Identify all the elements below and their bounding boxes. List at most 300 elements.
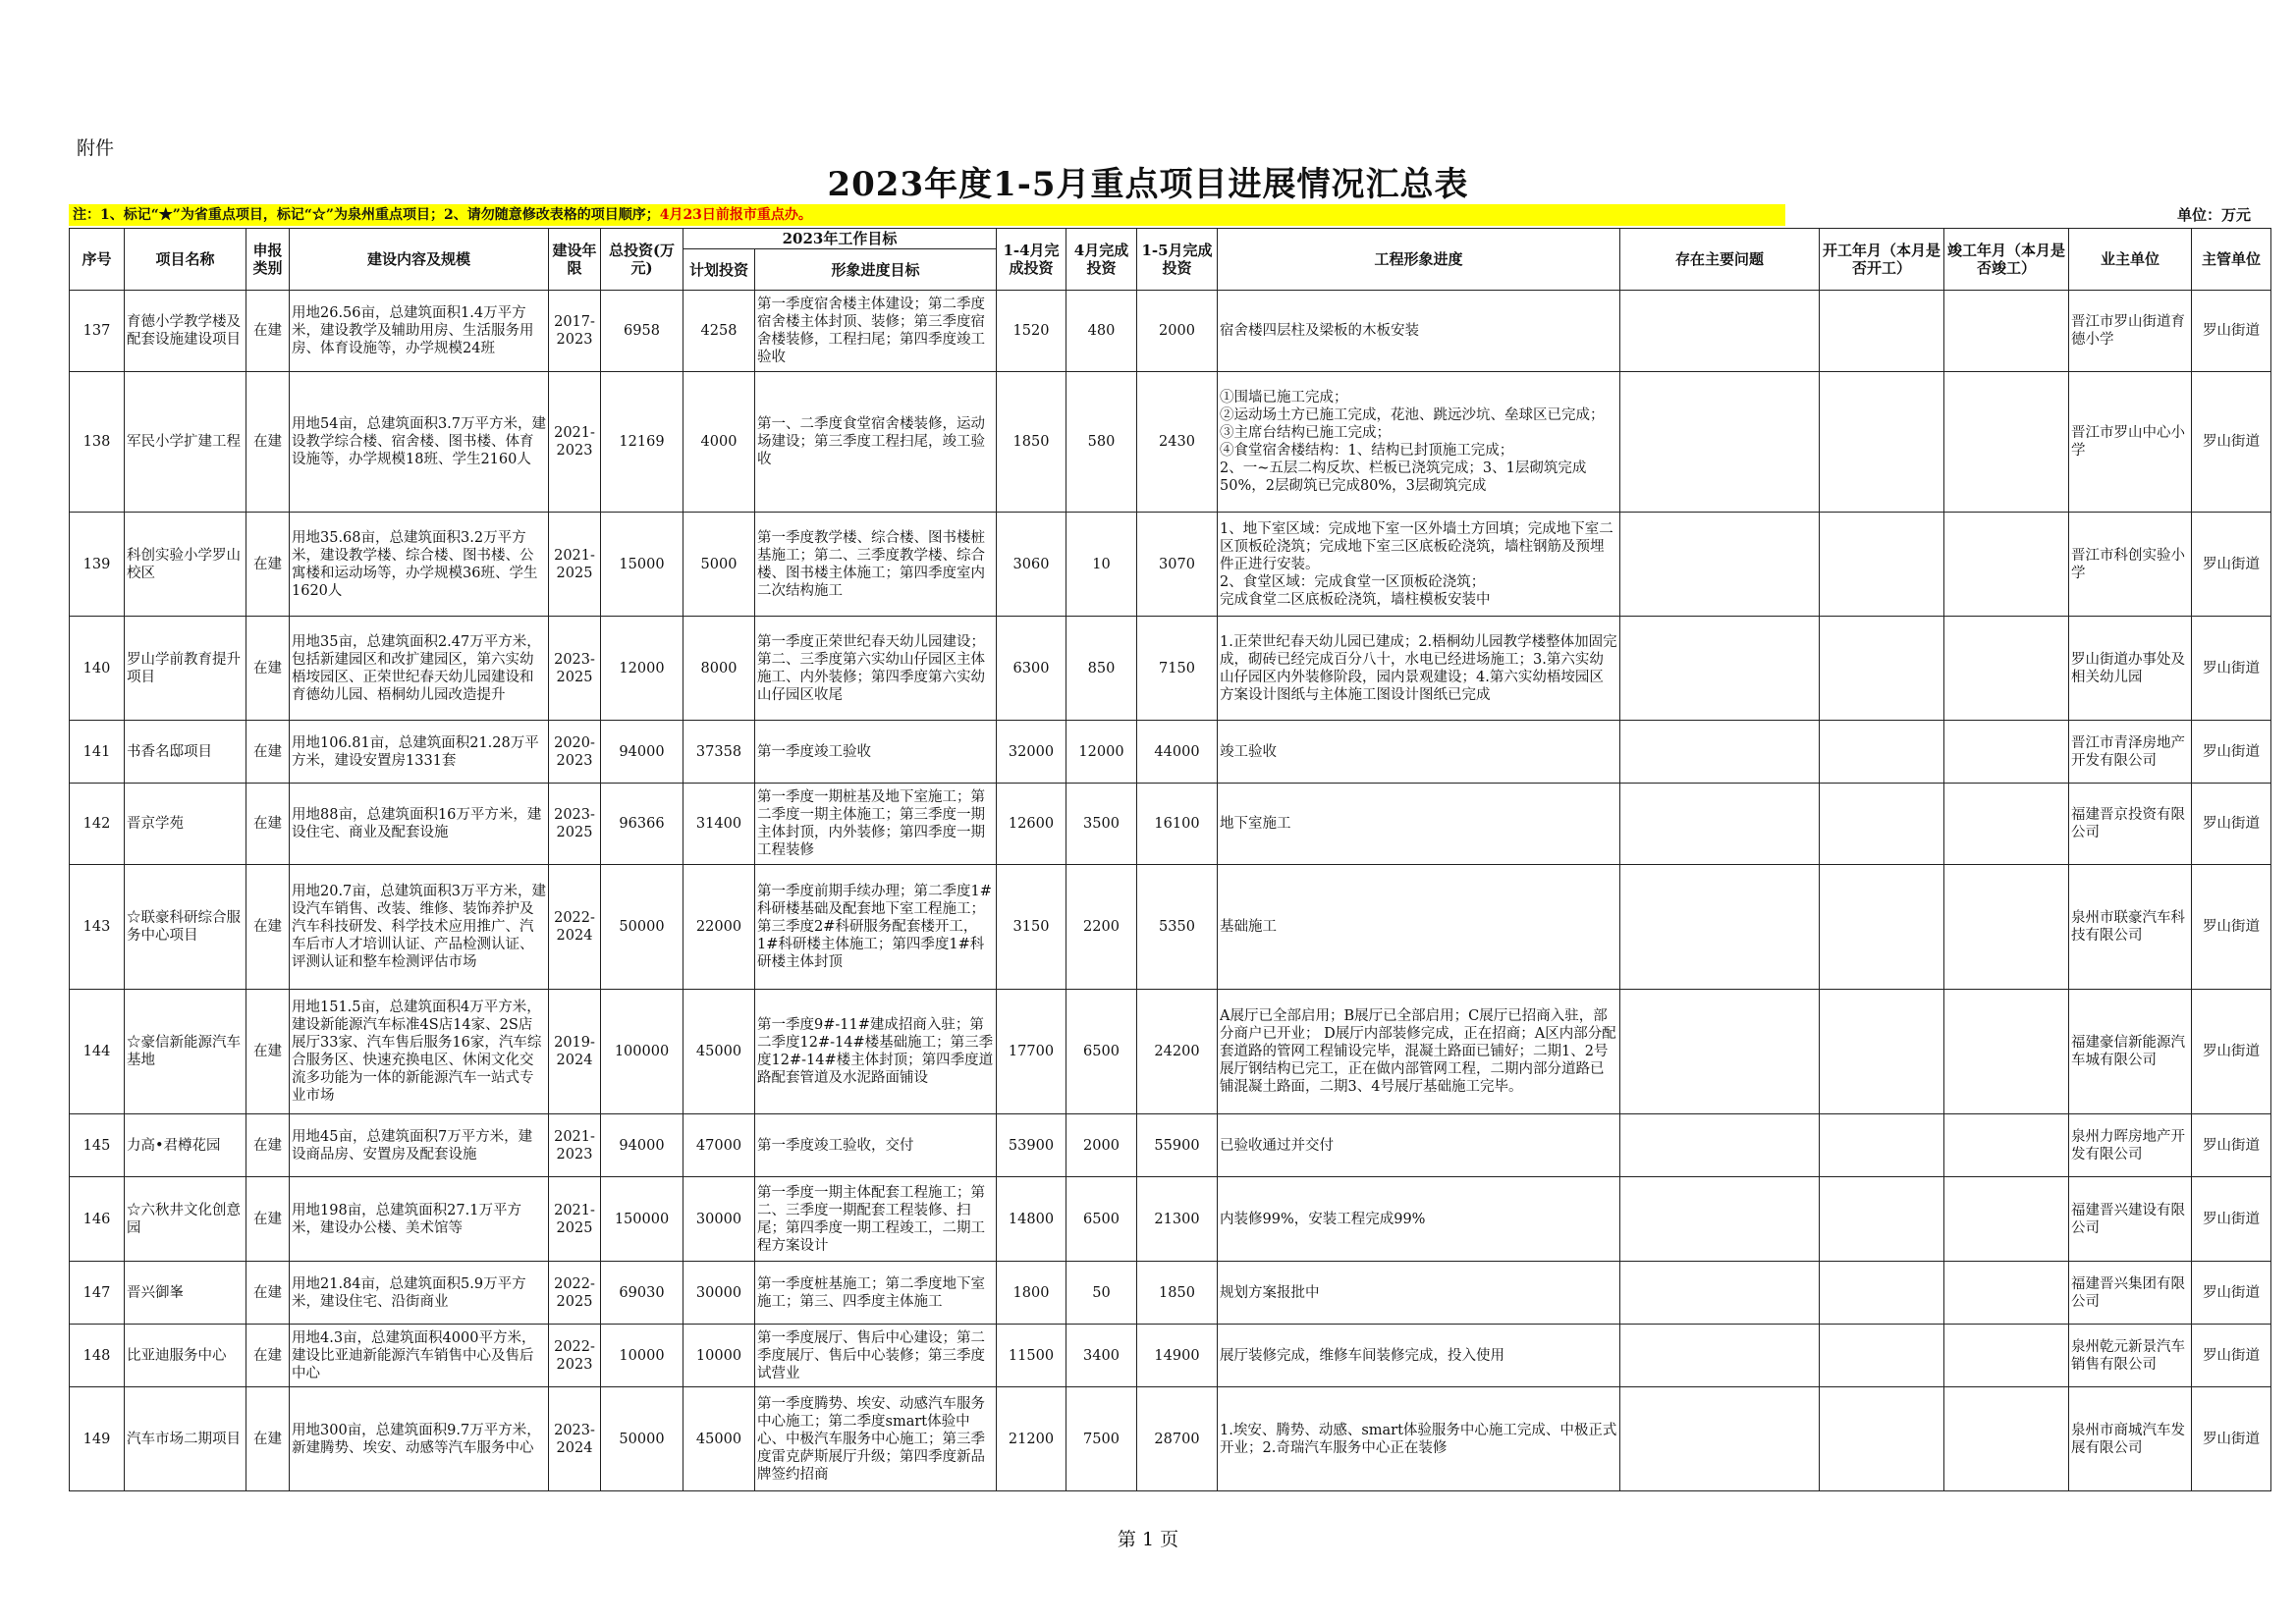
cell-text-dept: 罗山街道 [2203, 1347, 2260, 1364]
cell-text-seq: 144 [82, 1044, 111, 1059]
cell-finish [1944, 1387, 2069, 1491]
cell-finish [1944, 990, 2069, 1114]
cell-done4 [1066, 617, 1137, 721]
cell-finish [1944, 784, 2069, 865]
cell-text-type: 在建 [253, 1137, 282, 1154]
cell-period [549, 1177, 601, 1262]
cell-text-type: 在建 [253, 743, 282, 760]
cell-done15 [1137, 784, 1218, 865]
cell-text-name: 汽车市场二期项目 [127, 1431, 241, 1447]
cell-name [125, 1387, 246, 1491]
cell-dept [2192, 1325, 2271, 1387]
cell-text-total: 12000 [619, 660, 665, 676]
cell-owner [2069, 1262, 2192, 1325]
cell-text-done15: 44000 [1154, 743, 1200, 760]
cell-type [246, 617, 290, 721]
header-done-1-5: 1-5月完成投资 [1137, 229, 1218, 291]
cell-issues [1620, 1387, 1820, 1491]
cell-text-total: 94000 [619, 743, 665, 760]
cell-text-period: 2023-2025 [554, 807, 595, 840]
cell-text-seq: 142 [82, 816, 111, 832]
page-title: 2023年度1-5月重点项目进展情况汇总表 [827, 165, 1469, 204]
cell-progress [1218, 784, 1620, 865]
cell-done14 [997, 1114, 1066, 1177]
cell-text-owner: 罗山街道办事处及相关幼儿园 [2071, 651, 2185, 685]
cell-scale [290, 372, 549, 513]
cell-text-plan: 45000 [695, 1431, 742, 1447]
cell-text-owner: 泉州市联豪汽车科技有限公司 [2071, 910, 2185, 944]
cell-scale [290, 513, 549, 617]
cell-dept [2192, 784, 2271, 865]
cell-text-goal: 第一季度正荣世纪春天幼儿园建设；第二、三季度第六实幼山仔园区主体施工、内外装修；第四季度第六实幼山仔园区收尾 [757, 633, 985, 703]
attachment-label: 附件 [77, 137, 115, 159]
cell-text-name: ☆六秋井文化创意园 [127, 1202, 241, 1236]
cell-start [1820, 1262, 1944, 1325]
cell-dept [2192, 617, 2271, 721]
cell-finish [1944, 1114, 2069, 1177]
cell-text-goal: 第一季度竣工验收 [757, 743, 871, 760]
cell-start [1820, 291, 1944, 372]
cell-issues [1620, 291, 1820, 372]
cell-owner [2069, 513, 2192, 617]
cell-text-seq: 149 [82, 1431, 111, 1447]
cell-total [601, 1177, 683, 1262]
cell-period [549, 1114, 601, 1177]
cell-period [549, 372, 601, 513]
cell-text-type: 在建 [253, 1431, 282, 1447]
cell-total [601, 990, 683, 1114]
cell-seq [70, 1325, 125, 1387]
header-done-4: 4月完成投资 [1066, 229, 1137, 291]
cell-start [1820, 1387, 1944, 1491]
cell-text-total: 6958 [624, 323, 660, 339]
cell-text-progress: 1.正荣世纪春天幼儿园已建成；2.梧桐幼儿园教学楼整体加固完成，砌砖已经完成百分八十，水电已经进场施工；3.第六实幼山仔园区内外装修阶段，园内景观建设；4.第六实幼梧垵园区方案设计图纸与主体施工图设计图纸已完成 [1220, 633, 1617, 703]
cell-text-goal: 第一季度9#-11#建成招商入驻；第二季度12#-14#楼基础施工；第三季度12#-14#楼主体封顶；第四季度道路配套管道及水泥路面铺设 [757, 1017, 994, 1086]
cell-text-seq: 141 [82, 743, 111, 760]
cell-progress [1218, 1325, 1620, 1387]
cell-finish [1944, 721, 2069, 784]
cell-text-scale: 用地54亩，总建筑面积3.7万平方米，建设教学综合楼、宿舍楼、图书楼、体育设施等，办学规模18班、学生2160人 [292, 416, 546, 467]
cell-done14 [997, 990, 1066, 1114]
cell-text-dept: 罗山街道 [2203, 323, 2260, 339]
cell-text-plan: 37358 [695, 743, 742, 760]
cell-owner [2069, 865, 2192, 990]
cell-total [601, 721, 683, 784]
cell-text-name: 书香名邸项目 [127, 743, 212, 760]
cell-finish [1944, 1325, 2069, 1387]
cell-done15 [1137, 1387, 1218, 1491]
cell-period [549, 513, 601, 617]
cell-done4 [1066, 1387, 1137, 1491]
cell-text-owner: 晋江市青泽房地产开发有限公司 [2071, 734, 2185, 769]
cell-goal [755, 1262, 997, 1325]
cell-text-plan: 30000 [695, 1211, 742, 1227]
cell-type [246, 1387, 290, 1491]
cell-done14 [997, 1262, 1066, 1325]
cell-text-goal: 第一季度教学楼、综合楼、图书楼桩基施工；第二、三季度教学楼、综合楼、图书楼主体施工；第四季度室内二次结构施工 [757, 529, 985, 599]
cell-text-done15: 16100 [1154, 816, 1200, 832]
cell-text-plan: 5000 [700, 556, 738, 572]
cell-text-done4: 6500 [1083, 1211, 1120, 1227]
cell-text-type: 在建 [253, 1044, 282, 1059]
cell-period [549, 721, 601, 784]
cell-plan [683, 784, 755, 865]
cell-seq [70, 784, 125, 865]
cell-total [601, 617, 683, 721]
cell-text-progress: 内装修99%，安装工程完成99% [1220, 1211, 1426, 1227]
table-row [70, 721, 2271, 784]
cell-text-plan: 4000 [700, 434, 738, 450]
table-row [70, 1387, 2271, 1491]
cell-text-done15: 1850 [1159, 1284, 1195, 1301]
cell-text-total: 12169 [619, 434, 665, 450]
cell-done14 [997, 291, 1066, 372]
cell-name [125, 784, 246, 865]
cell-text-goal: 第一季度展厅、售后中心建设；第二季度展厅、售后中心装修；第三季度试营业 [757, 1329, 985, 1381]
cell-text-period: 2020-2023 [554, 734, 595, 769]
cell-text-period: 2021-2023 [554, 1128, 595, 1163]
cell-text-type: 在建 [253, 816, 282, 832]
cell-text-name: 比亚迪服务中心 [127, 1347, 227, 1364]
cell-text-name: ☆豪信新能源汽车基地 [127, 1035, 241, 1068]
cell-period [549, 784, 601, 865]
cell-owner [2069, 291, 2192, 372]
cell-text-name: 罗山学前教育提升项目 [127, 651, 241, 685]
cell-progress [1218, 513, 1620, 617]
cell-progress [1218, 721, 1620, 784]
cell-text-type: 在建 [253, 323, 282, 339]
cell-text-period: 2019-2024 [554, 1035, 595, 1068]
cell-done4 [1066, 990, 1137, 1114]
cell-scale [290, 721, 549, 784]
cell-done4 [1066, 1177, 1137, 1262]
cell-progress [1218, 1387, 1620, 1491]
cell-text-period: 2021-2025 [554, 1202, 595, 1236]
cell-done4 [1066, 372, 1137, 513]
cell-goal [755, 990, 997, 1114]
table-row [70, 1262, 2271, 1325]
cell-text-done4: 3400 [1083, 1347, 1120, 1364]
cell-dept [2192, 865, 2271, 990]
cell-text-progress: 展厅装修完成，维修车间装修完成，投入使用 [1220, 1347, 1504, 1364]
header-plan: 计划投资 [683, 249, 755, 291]
cell-seq [70, 513, 125, 617]
cell-text-name: 育德小学教学楼及配套设施建设项目 [127, 314, 241, 348]
cell-text-done4: 50 [1092, 1284, 1111, 1301]
cell-text-dept: 罗山街道 [2203, 919, 2260, 935]
cell-goal [755, 291, 997, 372]
cell-progress [1218, 990, 1620, 1114]
cell-text-type: 在建 [253, 1211, 282, 1227]
cell-total [601, 1387, 683, 1491]
cell-done15 [1137, 1325, 1218, 1387]
note-row [69, 204, 2251, 226]
cell-name [125, 1325, 246, 1387]
cell-text-total: 94000 [619, 1137, 665, 1154]
cell-text-done4: 2200 [1083, 919, 1120, 935]
cell-text-done14: 12600 [1008, 816, 1055, 832]
cell-text-done14: 3060 [1012, 556, 1050, 572]
cell-text-dept: 罗山街道 [2203, 1044, 2260, 1059]
cell-text-seq: 147 [82, 1284, 111, 1301]
header-name: 项目名称 [125, 229, 246, 291]
cell-owner [2069, 721, 2192, 784]
cell-done15 [1137, 291, 1218, 372]
cell-text-period: 2022-2023 [554, 1338, 595, 1373]
cell-text-name: 晋兴御峯 [127, 1284, 184, 1301]
cell-goal [755, 784, 997, 865]
cell-done15 [1137, 990, 1218, 1114]
cell-text-plan: 22000 [695, 919, 742, 935]
cell-seq [70, 1387, 125, 1491]
cell-owner [2069, 990, 2192, 1114]
cell-done4 [1066, 513, 1137, 617]
cell-text-type: 在建 [253, 1347, 282, 1364]
cell-text-progress: 地下室施工 [1220, 816, 1291, 832]
cell-seq [70, 865, 125, 990]
cell-text-period: 2017-2023 [554, 314, 595, 348]
cell-text-total: 150000 [614, 1211, 670, 1227]
cell-start [1820, 865, 1944, 990]
table-row [70, 513, 2271, 617]
cell-plan [683, 721, 755, 784]
cell-text-plan: 45000 [695, 1044, 742, 1059]
cell-issues [1620, 784, 1820, 865]
cell-name [125, 617, 246, 721]
cell-type [246, 784, 290, 865]
cell-text-scale: 用地106.81亩，总建筑面积21.28万平方米，建设安置房1331套 [292, 734, 539, 769]
cell-plan [683, 990, 755, 1114]
cell-seq [70, 1114, 125, 1177]
cell-done15 [1137, 513, 1218, 617]
note-text: 注：1、标记“★”为省重点项目，标记“☆”为泉州重点项目；2、请勿随意修改表格的项目顺序； [73, 207, 660, 223]
cell-text-progress: 已验收通过并交付 [1220, 1137, 1334, 1154]
cell-plan [683, 1114, 755, 1177]
cell-text-name: 科创实验小学罗山校区 [127, 547, 241, 581]
cell-period [549, 1325, 601, 1387]
cell-text-scale: 用地151.5亩，总建筑面积4万平方米，建设新能源汽车标准4S店14家、2S店展厅33家、汽车售后服务16家，汽车综合服务区、快速充换电区、休闲文化交流多功能为一体的新能源汽车一站式专业市场 [292, 1000, 542, 1104]
cell-goal [755, 721, 997, 784]
cell-text-scale: 用地35.68亩，总建筑面积3.2万平方米，建设教学楼、综合楼、图书楼、公寓楼和运动场等，办学规模36班、学生1620人 [292, 529, 538, 599]
cell-owner [2069, 1325, 2192, 1387]
header-type: 申报类别 [246, 229, 290, 291]
cell-dept [2192, 990, 2271, 1114]
cell-text-progress: 宿舍楼四层柱及梁板的木板安装 [1220, 323, 1419, 339]
cell-text-scale: 用地45亩，总建筑面积7万平方米，建设商品房、安置房及配套设施 [292, 1128, 533, 1163]
cell-start [1820, 784, 1944, 865]
cell-period [549, 1387, 601, 1491]
cell-type [246, 372, 290, 513]
cell-done4 [1066, 1262, 1137, 1325]
cell-text-name: ☆联豪科研综合服务中心项目 [127, 910, 241, 944]
cell-text-scale: 用地88亩，总建筑面积16万平方米，建设住宅、商业及配套设施 [292, 807, 542, 840]
cell-text-period: 2021-2023 [554, 425, 595, 459]
cell-type [246, 1114, 290, 1177]
table-row [70, 865, 2271, 990]
table-row [70, 372, 2271, 513]
cell-name [125, 1262, 246, 1325]
header-target-group: 2023年工作目标 [683, 229, 997, 249]
cell-text-total: 100000 [614, 1044, 670, 1059]
cell-text-done15: 55900 [1154, 1137, 1200, 1154]
table-row [70, 990, 2271, 1114]
cell-text-period: 2022-2024 [554, 910, 595, 944]
table-row [70, 291, 2271, 372]
cell-text-goal: 第一季度一期主体配套工程施工；第二、三季度一期配套工程装修、扫尾；第四季度一期工程竣工，二期工程方案设计 [757, 1184, 985, 1254]
cell-text-goal: 第一季度前期手续办理；第二季度1#科研楼基础及配套地下室工程施工；第三季度2#科研服务配套楼开工，1#科研楼主体施工；第四季度1#科研楼主体封顶 [757, 884, 992, 970]
cell-dept [2192, 291, 2271, 372]
projects-table-body [70, 291, 2271, 1491]
cell-done14 [997, 372, 1066, 513]
cell-owner [2069, 1114, 2192, 1177]
cell-done4 [1066, 291, 1137, 372]
cell-text-total: 10000 [619, 1347, 665, 1364]
cell-start [1820, 1177, 1944, 1262]
cell-text-done15: 28700 [1154, 1431, 1200, 1447]
cell-text-name: 晋京学苑 [127, 816, 184, 832]
header-done-1-4: 1-4月完成投资 [997, 229, 1066, 291]
cell-text-total: 69030 [619, 1284, 665, 1301]
cell-text-seq: 140 [82, 660, 111, 676]
cell-name [125, 721, 246, 784]
cell-issues [1620, 513, 1820, 617]
cell-text-done14: 1850 [1012, 434, 1050, 450]
header-progress: 工程形象进度 [1218, 229, 1620, 291]
table-row [70, 617, 2271, 721]
cell-text-done15: 3070 [1159, 556, 1195, 572]
cell-text-plan: 31400 [695, 816, 742, 832]
cell-text-total: 96366 [619, 816, 665, 832]
cell-issues [1620, 1177, 1820, 1262]
cell-scale [290, 1387, 549, 1491]
cell-text-done15: 5350 [1159, 919, 1195, 935]
cell-text-dept: 罗山街道 [2203, 1137, 2260, 1154]
cell-done14 [997, 513, 1066, 617]
cell-finish [1944, 291, 2069, 372]
cell-text-goal: 第一季度竣工验收，交付 [757, 1137, 914, 1154]
cell-text-done14: 32000 [1008, 743, 1055, 760]
cell-text-type: 在建 [253, 1284, 282, 1301]
cell-text-owner: 晋江市罗山中心小学 [2071, 425, 2185, 459]
cell-text-scale: 用地198亩，总建筑面积27.1万平方米，建设办公楼、美术馆等 [292, 1202, 521, 1236]
cell-text-dept: 罗山街道 [2203, 1284, 2260, 1301]
cell-seq [70, 1262, 125, 1325]
cell-text-progress: A展厅已全部启用；B展厅已全部启用；C展厅已招商入驻，部分商户已开业； D展厅内部装修完成，正在招商；A区内部分配套道路的管网工程铺设完毕，混凝土路面已铺好；二期1、2号展厅钢结构已完工，正在做内部管网工程，二期内部分道路已铺混凝土路面，二期3、4号展厅基础施工完毕。 [1220, 1008, 1616, 1095]
cell-type [246, 513, 290, 617]
cell-text-seq: 143 [82, 919, 111, 935]
cell-text-done15: 2430 [1159, 434, 1195, 450]
cell-issues [1620, 1262, 1820, 1325]
cell-seq [70, 372, 125, 513]
cell-text-scale: 用地21.84亩，总建筑面积5.9万平方米，建设住宅、沿街商业 [292, 1275, 526, 1310]
cell-owner [2069, 617, 2192, 721]
cell-done15 [1137, 721, 1218, 784]
cell-text-progress: 规划方案报批中 [1220, 1284, 1320, 1301]
cell-dept [2192, 1387, 2271, 1491]
cell-done15 [1137, 1262, 1218, 1325]
cell-text-owner: 福建晋兴建设有限公司 [2071, 1202, 2185, 1236]
cell-total [601, 1262, 683, 1325]
cell-dept [2192, 1114, 2271, 1177]
cell-plan [683, 1177, 755, 1262]
cell-text-dept: 罗山街道 [2203, 660, 2260, 676]
cell-text-goal: 第一季度宿舍楼主体建设；第二季度宿舍楼主体封顶、装修；第三季度宿舍楼装修，工程扫尾；第四季度竣工验收 [757, 297, 985, 365]
cell-start [1820, 1325, 1944, 1387]
cell-plan [683, 513, 755, 617]
projects-table [69, 228, 2271, 1491]
cell-text-done15: 21300 [1154, 1211, 1200, 1227]
cell-plan [683, 1387, 755, 1491]
cell-name [125, 291, 246, 372]
header-start: 开工年月（本月是否开工） [1820, 229, 1944, 291]
cell-text-name: 力高•君樽花园 [127, 1137, 221, 1154]
header-finish: 竣工年月（本月是否竣工） [1944, 229, 2069, 291]
cell-text-dept: 罗山街道 [2203, 1431, 2260, 1447]
cell-owner [2069, 1387, 2192, 1491]
cell-text-seq: 148 [82, 1347, 111, 1364]
header-goal: 形象进度目标 [755, 249, 997, 291]
cell-text-plan: 8000 [700, 660, 738, 676]
cell-text-goal: 第一、二季度食堂宿舍楼装修，运动场建设；第三季度工程扫尾，竣工验收 [757, 416, 985, 467]
cell-text-done4: 10 [1092, 556, 1111, 572]
page-number: 第 1 页 [1117, 1529, 1179, 1550]
cell-plan [683, 1262, 755, 1325]
cell-finish [1944, 1262, 2069, 1325]
cell-text-scale: 用地300亩，总建筑面积9.7万平方米，新建腾势、埃安、动感等汽车服务中心 [292, 1422, 541, 1456]
cell-done15 [1137, 617, 1218, 721]
cell-done14 [997, 617, 1066, 721]
cell-plan [683, 291, 755, 372]
cell-text-dept: 罗山街道 [2203, 434, 2260, 450]
cell-start [1820, 617, 1944, 721]
cell-finish [1944, 617, 2069, 721]
cell-text-done4: 12000 [1078, 743, 1124, 760]
cell-goal [755, 513, 997, 617]
cell-total [601, 1114, 683, 1177]
header-scale: 建设内容及规模 [290, 229, 549, 291]
cell-text-done15: 2000 [1159, 323, 1195, 339]
cell-start [1820, 990, 1944, 1114]
cell-name [125, 1177, 246, 1262]
cell-done14 [997, 1387, 1066, 1491]
cell-text-seq: 145 [82, 1137, 111, 1154]
unit-label: 单位：万元 [2176, 206, 2251, 224]
cell-type [246, 990, 290, 1114]
header-total: 总投资(万元) [601, 229, 683, 291]
cell-text-type: 在建 [253, 660, 282, 676]
cell-period [549, 865, 601, 990]
cell-goal [755, 1325, 997, 1387]
cell-issues [1620, 372, 1820, 513]
table-row [70, 784, 2271, 865]
cell-type [246, 721, 290, 784]
cell-text-done4: 3500 [1083, 816, 1120, 832]
cell-finish [1944, 372, 2069, 513]
cell-done15 [1137, 865, 1218, 990]
cell-start [1820, 1114, 1944, 1177]
cell-text-goal: 第一季度一期桩基及地下室施工；第二季度一期主体施工；第三季度一期主体封顶，内外装修；第四季度一期工程装修 [757, 789, 985, 858]
cell-period [549, 617, 601, 721]
cell-dept [2192, 1262, 2271, 1325]
cell-plan [683, 865, 755, 990]
cell-text-total: 50000 [619, 919, 665, 935]
cell-type [246, 865, 290, 990]
cell-type [246, 1325, 290, 1387]
cell-text-name: 军民小学扩建工程 [127, 434, 241, 450]
cell-text-progress: 竣工验收 [1220, 743, 1277, 760]
cell-dept [2192, 513, 2271, 617]
cell-scale [290, 990, 549, 1114]
